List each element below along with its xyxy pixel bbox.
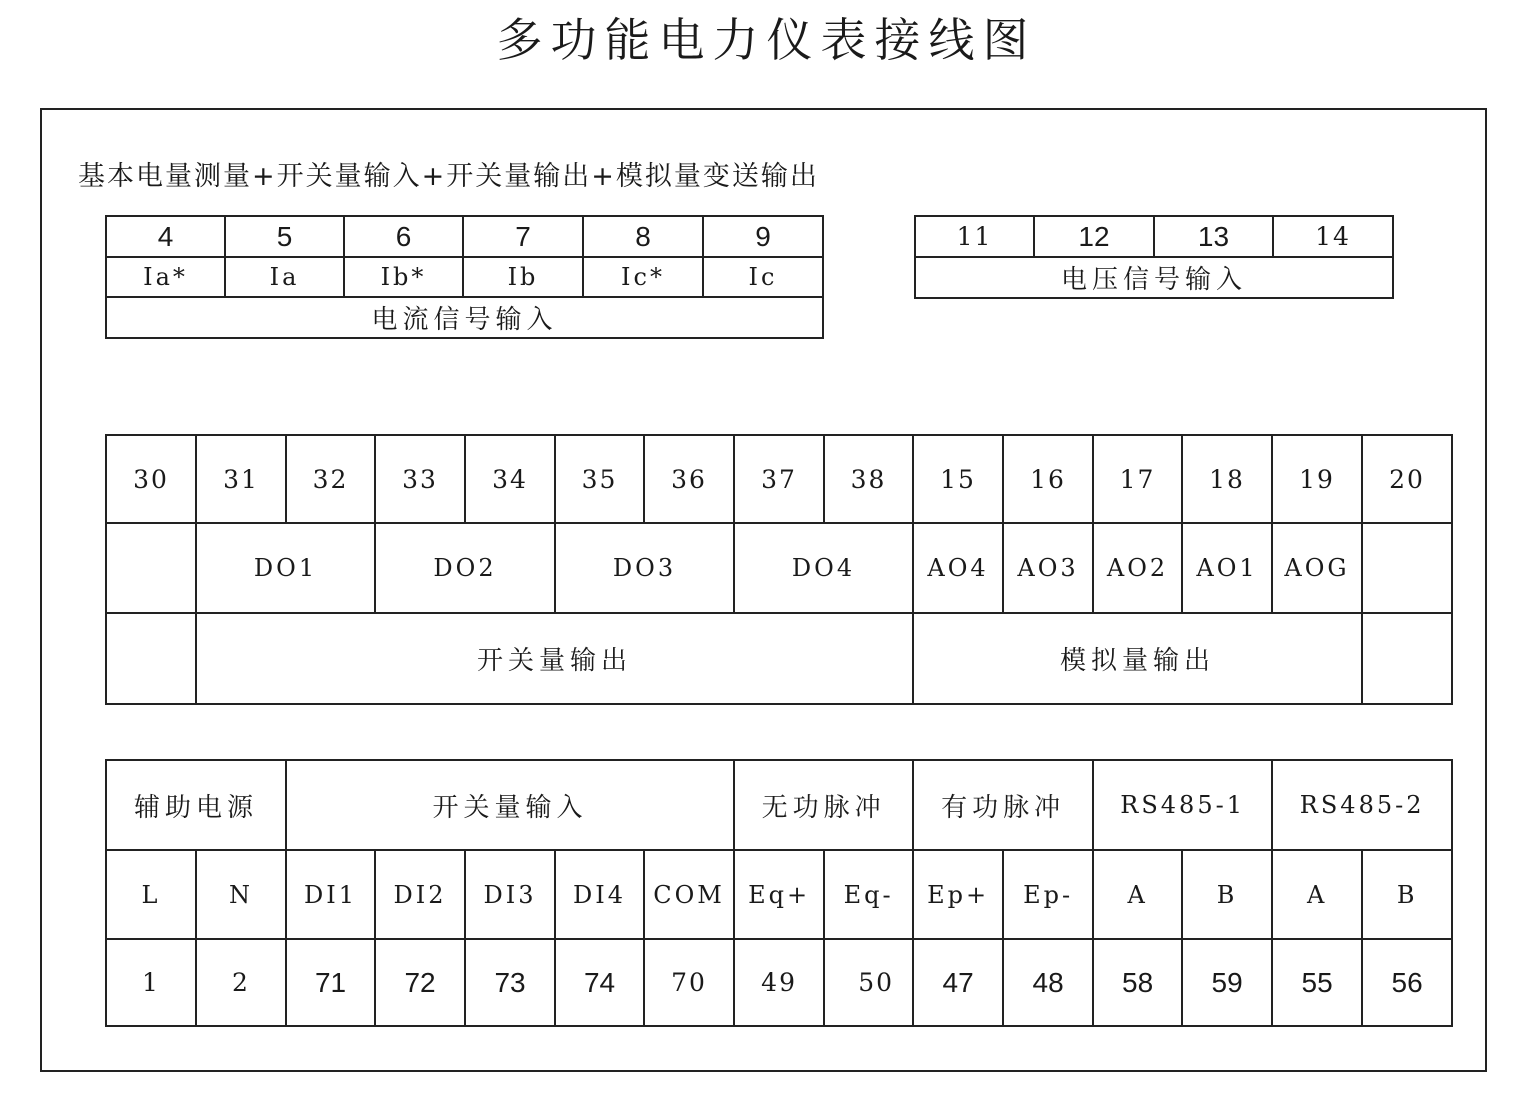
signal-rs485-2-a: A bbox=[1272, 850, 1362, 939]
input-table bbox=[105, 759, 1453, 1027]
terminal-47: 47 bbox=[913, 939, 1003, 1026]
signal-n: N bbox=[196, 850, 286, 939]
terminal-2: 2 bbox=[196, 939, 286, 1026]
signal-ia: Ia bbox=[225, 257, 344, 297]
signal-ic-star: Ic* bbox=[583, 257, 703, 297]
rs485-2-label: RS485-2 bbox=[1272, 760, 1452, 850]
signal-eq-minus: Eq- bbox=[824, 850, 913, 939]
terminal-34: 34 bbox=[465, 435, 555, 523]
signal-eq-plus: Eq+ bbox=[734, 850, 824, 939]
terminal-9: 9 bbox=[703, 216, 823, 257]
terminal-73: 73 bbox=[465, 939, 555, 1026]
current-input-table bbox=[105, 215, 824, 339]
signal-di1: DI1 bbox=[286, 850, 375, 939]
terminal-37: 37 bbox=[734, 435, 824, 523]
signal-ep-minus: Ep- bbox=[1003, 850, 1093, 939]
empty-cell bbox=[106, 523, 196, 613]
terminal-8: 8 bbox=[583, 216, 703, 257]
terminal-15: 15 bbox=[913, 435, 1003, 523]
terminal-11: 11 bbox=[915, 216, 1034, 257]
active-pulse-label: 有功脉冲 bbox=[913, 760, 1093, 850]
analog-output-label: 模拟量输出 bbox=[913, 613, 1362, 704]
signal-com: COM bbox=[644, 850, 734, 939]
do2-label: DO2 bbox=[375, 523, 555, 613]
signal-rs485-1-b: B bbox=[1182, 850, 1272, 939]
signal-ic: Ic bbox=[703, 257, 823, 297]
terminal-1: 1 bbox=[106, 939, 196, 1026]
output-table bbox=[105, 434, 1453, 705]
signal-l: L bbox=[106, 850, 196, 939]
terminal-6: 6 bbox=[344, 216, 463, 257]
terminal-70: 70 bbox=[644, 939, 734, 1026]
empty-cell bbox=[106, 613, 196, 704]
terminal-74: 74 bbox=[555, 939, 644, 1026]
terminal-5: 5 bbox=[225, 216, 344, 257]
terminal-49: 49 bbox=[734, 939, 824, 1026]
terminal-31: 31 bbox=[196, 435, 286, 523]
signal-di3: DI3 bbox=[465, 850, 555, 939]
ao3-label: AO3 bbox=[1003, 523, 1093, 613]
signal-di2: DI2 bbox=[375, 850, 465, 939]
terminal-4: 4 bbox=[106, 216, 225, 257]
terminal-30: 30 bbox=[106, 435, 196, 523]
do1-label: DO1 bbox=[196, 523, 375, 613]
signal-ep-plus: Ep+ bbox=[913, 850, 1003, 939]
terminal-48: 48 bbox=[1003, 939, 1093, 1026]
current-input-label: 电流信号输入 bbox=[106, 297, 823, 338]
terminal-56: 56 bbox=[1362, 939, 1452, 1026]
terminal-17: 17 bbox=[1093, 435, 1182, 523]
signal-rs485-1-a: A bbox=[1093, 850, 1182, 939]
voltage-input-table bbox=[914, 215, 1394, 299]
terminal-20: 20 bbox=[1362, 435, 1452, 523]
aog-label: AOG bbox=[1272, 523, 1362, 613]
terminal-59: 59 bbox=[1182, 939, 1272, 1026]
terminal-19: 19 bbox=[1272, 435, 1362, 523]
terminal-12: 12 bbox=[1034, 216, 1154, 257]
diagram-subtitle: 基本电量测量+开关量输入+开关量输出+模拟量变送输出 bbox=[78, 161, 819, 192]
signal-ia-star: Ia* bbox=[106, 257, 225, 297]
rs485-1-label: RS485-1 bbox=[1093, 760, 1272, 850]
empty-cell bbox=[1362, 613, 1452, 704]
terminal-18: 18 bbox=[1182, 435, 1272, 523]
signal-rs485-2-b: B bbox=[1362, 850, 1452, 939]
signal-ib: Ib bbox=[463, 257, 583, 297]
voltage-input-label: 电压信号输入 bbox=[915, 257, 1393, 298]
terminal-58: 58 bbox=[1093, 939, 1182, 1026]
terminal-7: 7 bbox=[463, 216, 583, 257]
do3-label: DO3 bbox=[555, 523, 734, 613]
terminal-55: 55 bbox=[1272, 939, 1362, 1026]
signal-di4: DI4 bbox=[555, 850, 644, 939]
terminal-50: 50 bbox=[824, 939, 913, 1026]
terminal-71: 71 bbox=[286, 939, 375, 1026]
reactive-pulse-label: 无功脉冲 bbox=[734, 760, 913, 850]
aux-power-label: 辅助电源 bbox=[106, 760, 286, 850]
ao2-label: AO2 bbox=[1093, 523, 1182, 613]
switch-output-label: 开关量输出 bbox=[196, 613, 913, 704]
terminal-36: 36 bbox=[644, 435, 734, 523]
terminal-72: 72 bbox=[375, 939, 465, 1026]
do4-label: DO4 bbox=[734, 523, 913, 613]
terminal-35: 35 bbox=[555, 435, 644, 523]
terminal-14: 14 bbox=[1273, 216, 1393, 257]
switch-input-label: 开关量输入 bbox=[286, 760, 734, 850]
terminal-33: 33 bbox=[375, 435, 465, 523]
empty-cell bbox=[1362, 523, 1452, 613]
signal-ib-star: Ib* bbox=[344, 257, 463, 297]
terminal-32: 32 bbox=[286, 435, 375, 523]
diagram-title: 多功能电力仪表接线图 bbox=[496, 13, 1037, 67]
terminal-38: 38 bbox=[824, 435, 913, 523]
ao1-label: AO1 bbox=[1182, 523, 1272, 613]
ao4-label: AO4 bbox=[913, 523, 1003, 613]
terminal-16: 16 bbox=[1003, 435, 1093, 523]
terminal-13: 13 bbox=[1154, 216, 1273, 257]
